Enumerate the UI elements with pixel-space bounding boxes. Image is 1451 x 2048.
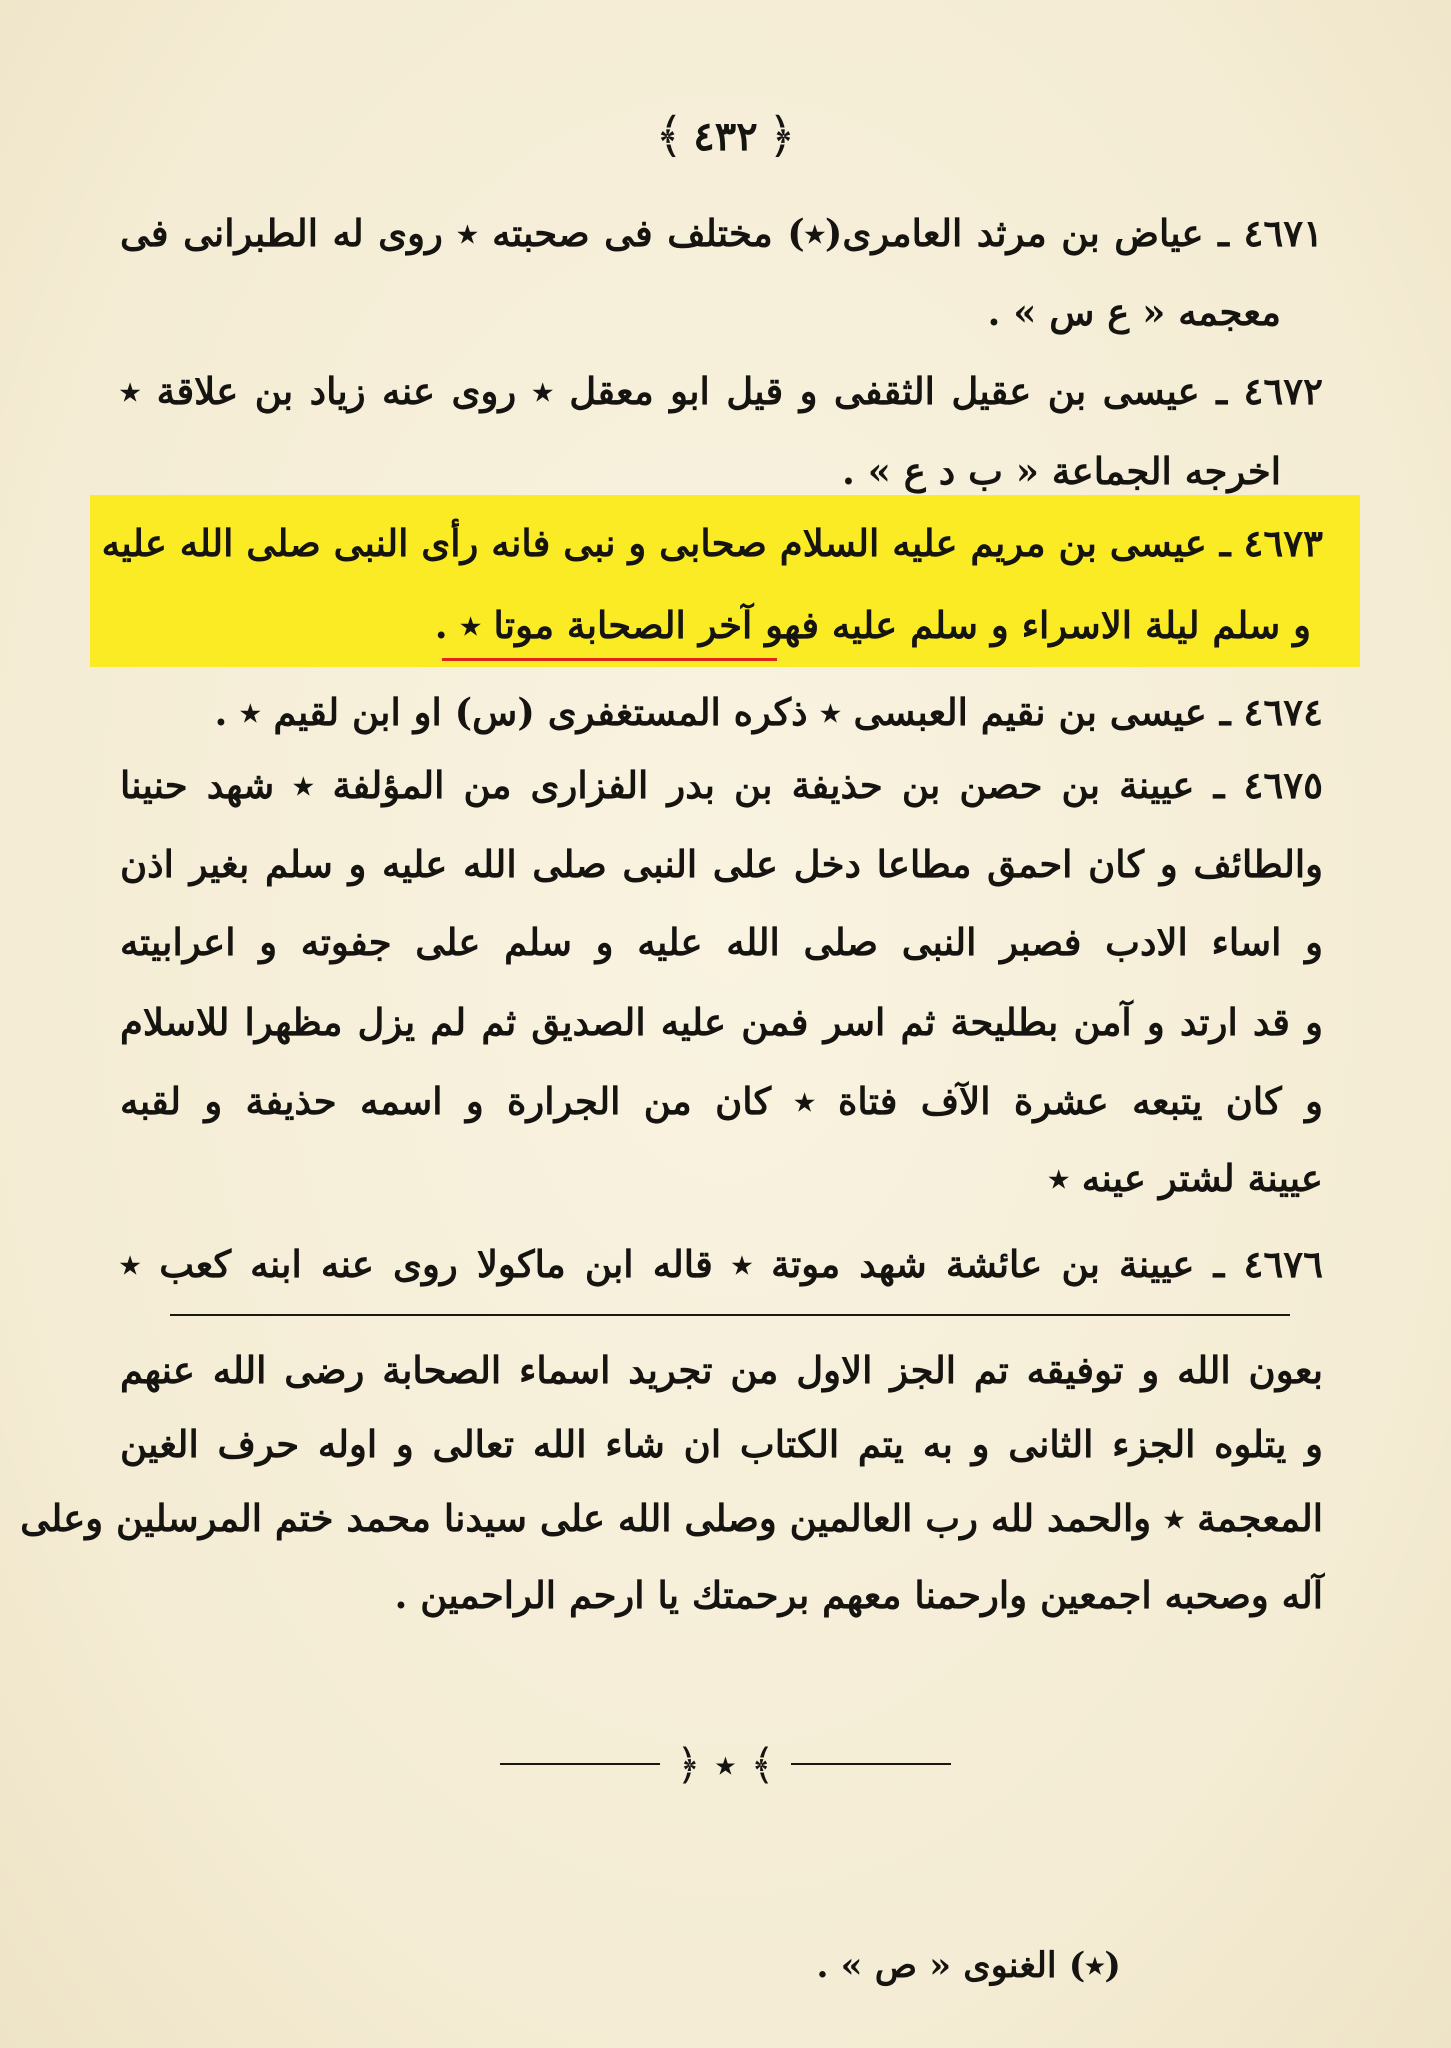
closing-line-3: المعجمة ٭ والحمد لله رب العالمين وصلى الله على سيدنا محمد ختم المرسلين وعلى [20, 1496, 1323, 1540]
red-underline [442, 658, 777, 661]
entry-4675-line-6: عيينة لشتر عينه ٭ [1048, 1156, 1323, 1200]
ornament-dash-right [791, 1763, 951, 1765]
entry-4673-line-1: ٤٦٧٣ ـ عيسى بن مريم عليه السلام صحابى و نبى فانه رأى النبى صلى الله عليه [101, 521, 1323, 565]
ornament-brace-right: ﴿ [767, 108, 796, 164]
entry-4672-line-2: اخرجه الجماعة « ب د ع » . [842, 449, 1281, 493]
footnote: (٭) الغنوى « ص » . [816, 1945, 1121, 1986]
closing-line-1: بعون الله و توفيقه تم الجز الاول من تجريد اسماء الصحابة رضى الله عنهم [120, 1348, 1323, 1392]
closing-line-2: و يتلوه الجزء الثانى و به يتم الكتاب ان شاء الله تعالى و اوله حرف الغين [120, 1422, 1323, 1466]
entry-4672-line-1: ٤٦٧٢ ـ عيسى بن عقيل الثقفى و قيل ابو معقل ٭ روى عنه زياد بن علاقة ٭ [120, 369, 1323, 413]
entry-4671-line-2: معجمه « ع س » . [987, 290, 1281, 334]
page-number-text: ٤٣٢ [693, 113, 758, 160]
page-number [0, 108, 1451, 164]
section-divider [170, 1314, 1290, 1316]
entry-4675-line-2: والطائف و كان احمق مطاعا دخل على النبى صلى الله عليه و سلم بغير اذن [120, 842, 1323, 886]
entry-4676-line-1: ٤٦٧٦ ـ عيينة بن عائشة شهد موتة ٭ قاله ابن ماكولا روى عنه ابنه كعب ٭ [120, 1242, 1323, 1286]
entry-4673-line-2: و سلم ليلة الاسراء و سلم عليه فهو آخر الصحابة موتا ٭ . [434, 603, 1311, 647]
entry-4674-line-1: ٤٦٧٤ ـ عيسى بن نقيم العبسى ٭ ذكره المستغفرى (س) او ابن لقيم ٭ . [214, 690, 1323, 734]
ornament-dash-left [500, 1763, 660, 1765]
closing-line-4: آله وصحبه اجمعين وارحمنا معهم برحمتك يا ارحم الراحمين . [394, 1573, 1323, 1617]
entry-4671-line-1: ٤٦٧١ ـ عياض بن مرثد العامرى(٭) مختلف فى صحبته ٭ روى له الطبرانى فى [120, 211, 1323, 255]
entry-4675-line-5: و كان يتبعه عشرة الآف فتاة ٭ كان من الجرارة و اسمه حذيفة و لقبه [120, 1079, 1323, 1123]
end-ornament [0, 1738, 1451, 1789]
entry-4675-line-1: ٤٦٧٥ ـ عيينة بن حصن بن حذيفة بن بدر الفزارى من المؤلفة ٭ شهد حنينا [120, 763, 1323, 807]
star-ornament-icon: ﴿ ٭ ﴾ [676, 1739, 775, 1789]
entry-4675-line-3: و اساء الادب فصبر النبى صلى الله عليه و سلم على جفوته و اعرابيته [120, 920, 1323, 964]
entry-4675-line-4: و قد ارتد و آمن بطليحة ثم اسر فمن عليه الصديق ثم لم يزل مظهرا للاسلام [120, 1000, 1323, 1044]
ornament-brace-left: ﴾ [655, 108, 684, 164]
